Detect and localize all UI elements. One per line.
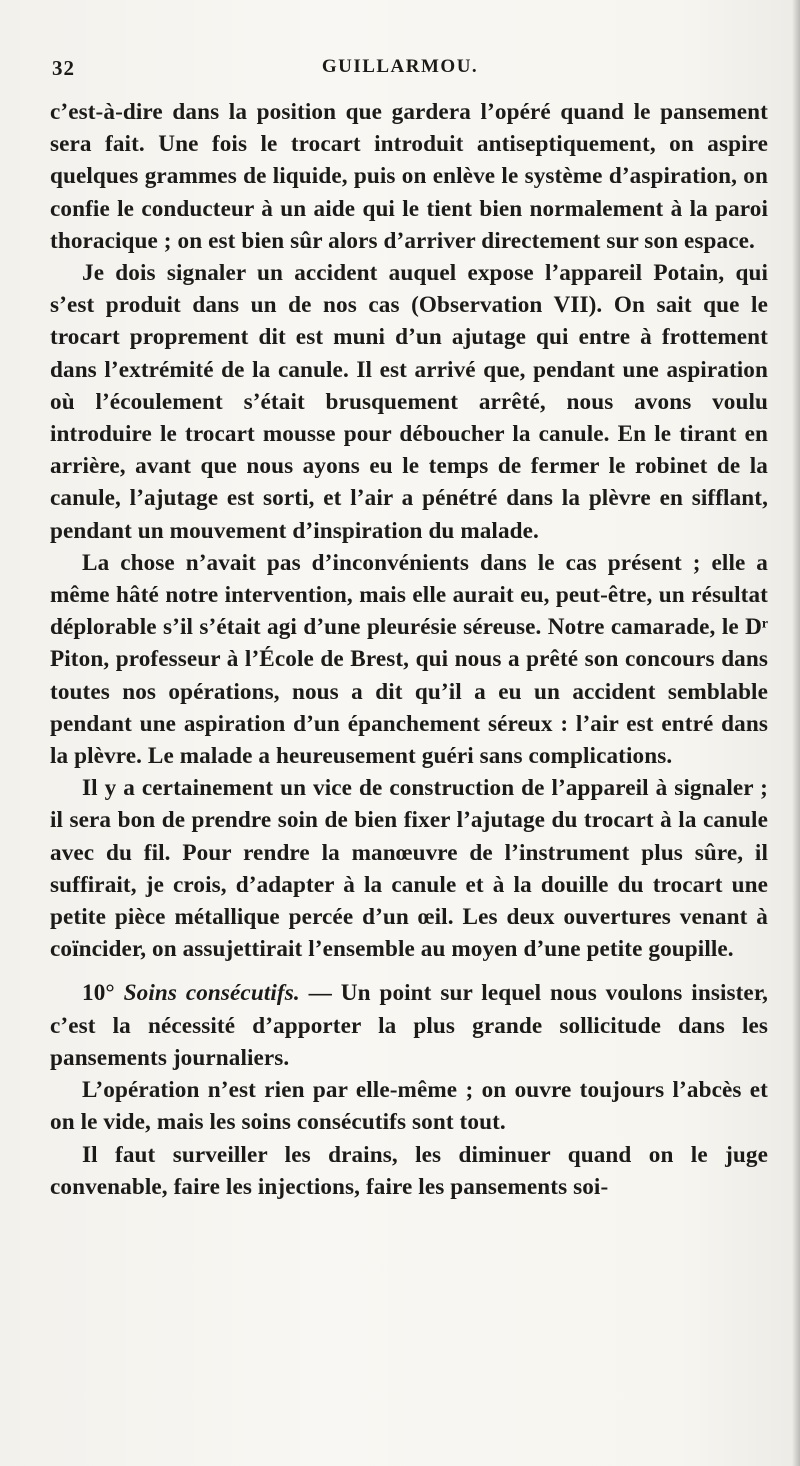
- section-paragraph: [50, 977, 768, 1074]
- section-number: 10°: [82, 980, 115, 1007]
- paragraph-6: L’opération n’est rien par elle-même ; on ouvre toujours l’abcès et on le vide, mais les soins consécutifs sont tout.: [50, 1077, 768, 1136]
- section-text: — Un point sur lequel nous voulons insister, c’est la nécessité d’apporter la plus grande sollicitude dans les pansements journaliers.: [50, 980, 768, 1071]
- paragraph-1: c’est-à-dire dans la position que gardera l’opéré quand le pansement sera fait. Une fois le trocart introduit antiseptiquement, on aspire quelques grammes de liquide, puis on enlève le système d’aspiration, on confie le conducteur à un aide qui le tient bien normalement à la paroi thoracique ; on est bien sûr alors d’arriver directement sur son espace.: [50, 99, 768, 254]
- paragraph-3: La chose n’avait pas d’inconvénients dans le cas présent ; elle a même hâté notre intervention, mais elle aurait eu, peut-être, un résultat déplorable s’il s’était agi d’une pleurésie séreuse. Notre camarade, le Dʳ Piton, professeur à l’École de Brest, qui nous a prêté son concours dans toutes nos opérations, nous a dit qu’il a eu un accident semblable pendant une aspiration d’un épanchement séreux : l’air est entré dans la plèvre. Le malade a heureusement guéri sans complications.: [50, 549, 768, 770]
- page-edge-shadow: [792, 0, 800, 1466]
- section-gap: [50, 965, 768, 977]
- section-title: Soins consécutifs.: [123, 980, 300, 1007]
- paragraph-2: Je dois signaler un accident auquel expose l’appareil Potain, qui s’est produit dans un de nos cas (Observation VII). On sait que le trocart proprement dit est muni d’un ajutage qui entre à frottement dans l’extrémité de la canule. Il est arrivé que, pendant une aspiration où l’écoulement s’était brusquement arrêté, nous avons voulu introduire le trocart mousse pour déboucher la canule. En le tirant en arrière, avant que nous ayons eu le temps de fermer le robinet de la canule, l’ajutage est sorti, et l’air a pénétré dans la plèvre en sifflant, pendant un mouvement d’inspiration du malade.: [50, 260, 768, 544]
- page-number: 32: [52, 56, 75, 80]
- paragraph-4: Il y a certainement un vice de construction de l’appareil à signaler ; il sera bon de prendre soin de bien fixer l’ajutage du trocart à la canule avec du fil. Pour rendre la manœuvre de l’instrument plus sûre, il suffirait, je crois, d’adapter à la canule et à la douille du trocart une petite pièce métallique percée d’un œil. Les deux ouvertures venant à coïncider, on assujettirait l’ensemble au moyen d’une petite goupille.: [50, 775, 768, 963]
- body-text: [50, 96, 768, 1203]
- running-head: GUILLARMOU.: [321, 56, 479, 77]
- paragraph-7: Il faut surveiller les drains, les diminuer quand on le juge convenable, faire les injections, faire les pansements soi-: [50, 1141, 768, 1200]
- page-header: [50, 56, 750, 88]
